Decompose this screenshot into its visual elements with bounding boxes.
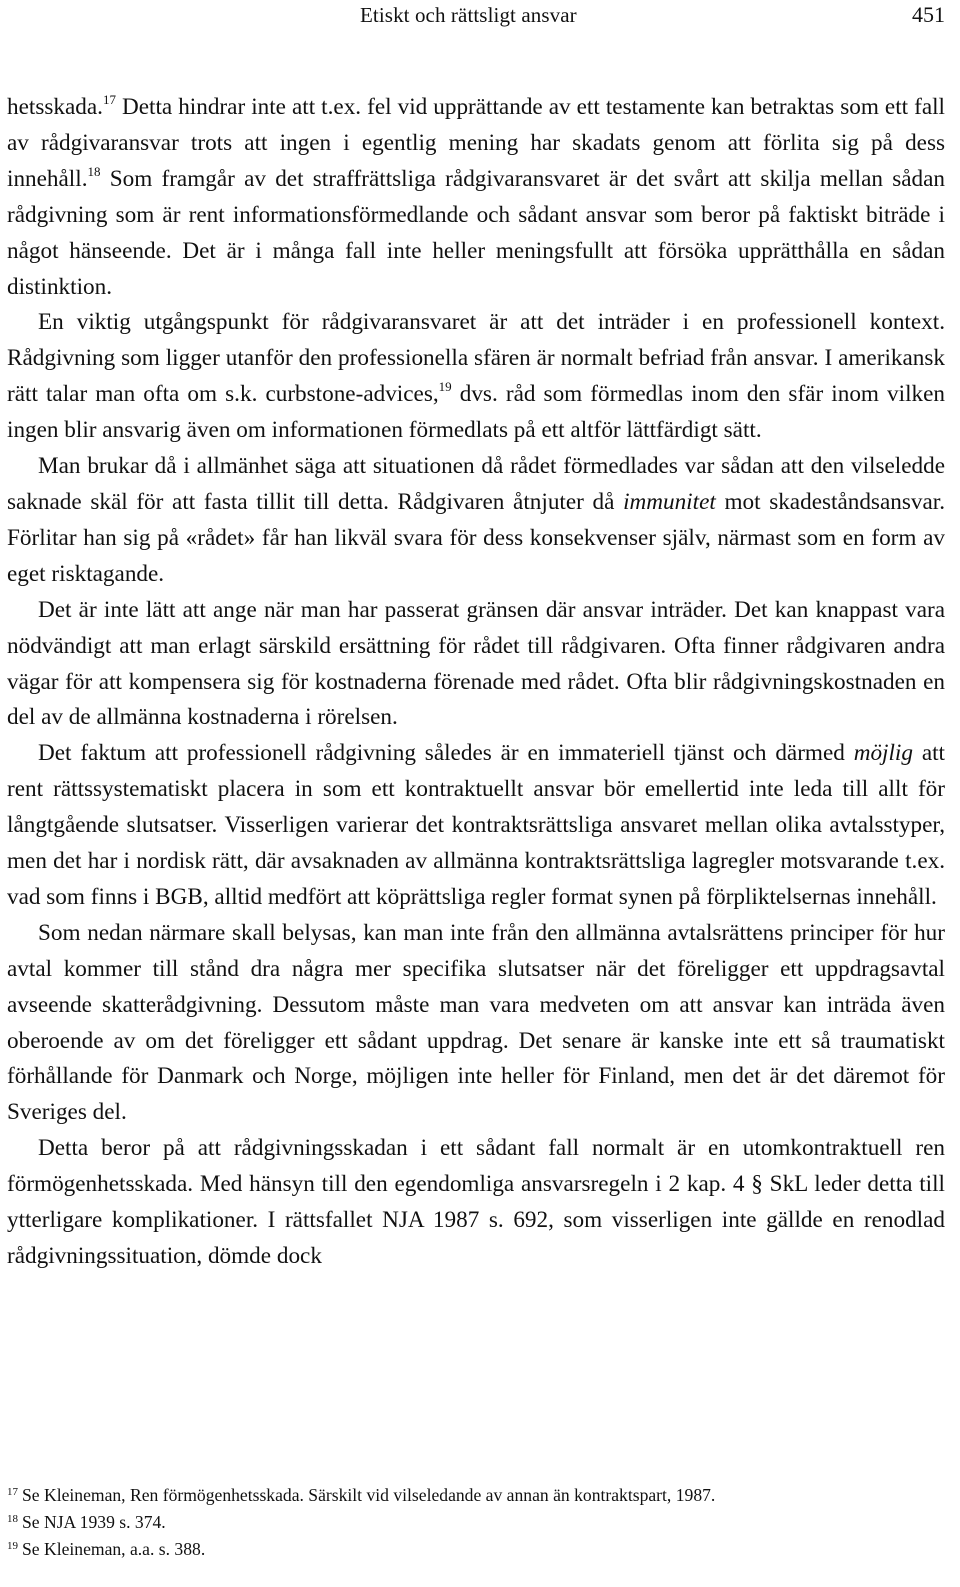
footnote xyxy=(7,1509,945,1536)
emphasis-text: immunitet xyxy=(623,488,716,515)
footnote-number: 19 xyxy=(7,1539,18,1552)
text-run: Detta beror på att rådgivningsskadan i ett sådant fall normalt är en utomkontraktuell ren förmögenhetsskada. Med hänsyn till den egendomliga ansvarsregeln i 2 kap. 4 § SkL leder detta till ytterligare komplikationer. I rättsfallet NJA 1987 s. 692, som visserligen inte gällde en renodlad rådgivningssituation, dömde dock xyxy=(7,1135,945,1269)
text-run: Det faktum att professionell rådgivning således är en immateriell tjänst och därmed xyxy=(38,740,854,767)
paragraph xyxy=(7,90,945,305)
text-run: Det är inte lätt att ange när man har passerat gränsen där ansvar inträder. Det kan knappast vara nödvändigt att man erlagt särskild ersättning för rådet till rådgivaren. Ofta finner rådgivaren andra vägar för att kompensera sig för kostnaderna förenade med rådet. Ofta blir rådgivningskostnaden en del av de allmänna kostnaderna i rörelsen. xyxy=(7,596,945,731)
text-run: Detta hindrar inte att t.ex. fel vid upprättande av ett testamente kan betraktas som ett fall av rådgivaransvar trots att ingen i egentlig mening har skadats genom att förlita sig på dess innehåll. xyxy=(7,94,945,192)
footnote-number: 18 xyxy=(7,1512,18,1525)
text-run: Som nedan närmare skall belysas, kan man inte från den allmänna avtalsrättens principer för hur avtal kommer till stånd dra några mer specifika slutsatser när det föreligger ett uppdragsavtal avseende skatterådgivning. Dessutom måste man vara medveten om att ansvar kan inträda även oberoende av om det föreligger ett sådant uppdrag. Det senare är kanske inte ett så traumatiskt förhållande för Danmark och Norge, möjligen inte heller för Finland, men det är det däremot för Sveriges del. xyxy=(7,919,945,1126)
emphasis-text: möjlig xyxy=(853,740,913,767)
running-head: Etiskt och rättsligt ansvar xyxy=(360,3,577,27)
footnote xyxy=(7,1536,945,1563)
page-number: 451 xyxy=(912,2,945,27)
book-page xyxy=(7,0,945,1587)
body-text xyxy=(7,90,945,1275)
text-run: att rent rättssystematiskt placera in som ett kontraktuellt ansvar bör emellertid inte leda till allt för långtgående slutsatser. Visserligen varierar det kontraktsrättsliga ansvaret mellan olika avtalsstyper, men det har i nordisk rätt, där avsaknaden av allmänna kontraktsrättsliga lagregler motsvarande t.ex. vad som finns i BGB, alltid medfört att köprättsliga regler format synen på förpliktelsernas innehåll. xyxy=(7,740,945,910)
text-run: Man brukar då i allmänhet säga att situationen då rådet förmedlades var sådan att den vilseledde saknade skäl för att fasta tillit till detta. Rådgivaren åtnjuter då xyxy=(7,453,945,515)
paragraph xyxy=(7,1131,945,1275)
text-run: Som framgår av det straffrättsliga rådgivaransvaret är det svårt att skilja mellan sådan rådgivning som är rent informationsförmedlande och sådant ansvar som beror på faktiskt biträde i något hänseende. Det är i många fall inte heller meningsfullt att försöka upprätthålla en sådan distinktion. xyxy=(7,165,945,300)
paragraph xyxy=(7,305,945,449)
footnotes xyxy=(7,1482,945,1562)
paragraph xyxy=(7,593,945,737)
footnote-ref: 17 xyxy=(102,92,116,107)
footnote-text: Se Kleineman, a.a. s. 388. xyxy=(22,1538,206,1559)
text-run: hetsskada. xyxy=(7,94,103,120)
paragraph xyxy=(7,449,945,593)
footnote-ref: 19 xyxy=(438,379,452,395)
footnote xyxy=(7,1482,945,1509)
footnote-ref: 18 xyxy=(87,163,101,179)
footnote-text: Se Kleineman, Ren förmögenhetsskada. Särskilt vid vilseledande av annan än kontraktspart, 1987. xyxy=(22,1485,716,1505)
text-run: mot skadeståndsansvar. Förlitar han sig på «rådet» får han likväl svara för dess konsekvenser själv, närmast som en form av eget risktagande. xyxy=(7,488,945,587)
paragraph xyxy=(7,916,945,1131)
footnote-text: Se NJA 1939 s. 374. xyxy=(22,1511,166,1532)
page-header xyxy=(7,0,945,40)
footnote-number: 17 xyxy=(7,1486,18,1498)
paragraph xyxy=(7,736,945,916)
text-run: dvs. råd som förmedlas inom den sfär inom vilken ingen blir ansvarig även om informationen förmedlats på ett altför lättfärdigt sätt. xyxy=(7,381,946,444)
text-run: En viktig utgångspunkt för rådgivaransvaret är att det inträder i en professionell kontext. Rådgivning som ligger utanför den professionella sfären är normalt befriad från ansvar. I amerikansk rätt talar man ofta om s.k. curbstone-advices, xyxy=(7,309,945,408)
